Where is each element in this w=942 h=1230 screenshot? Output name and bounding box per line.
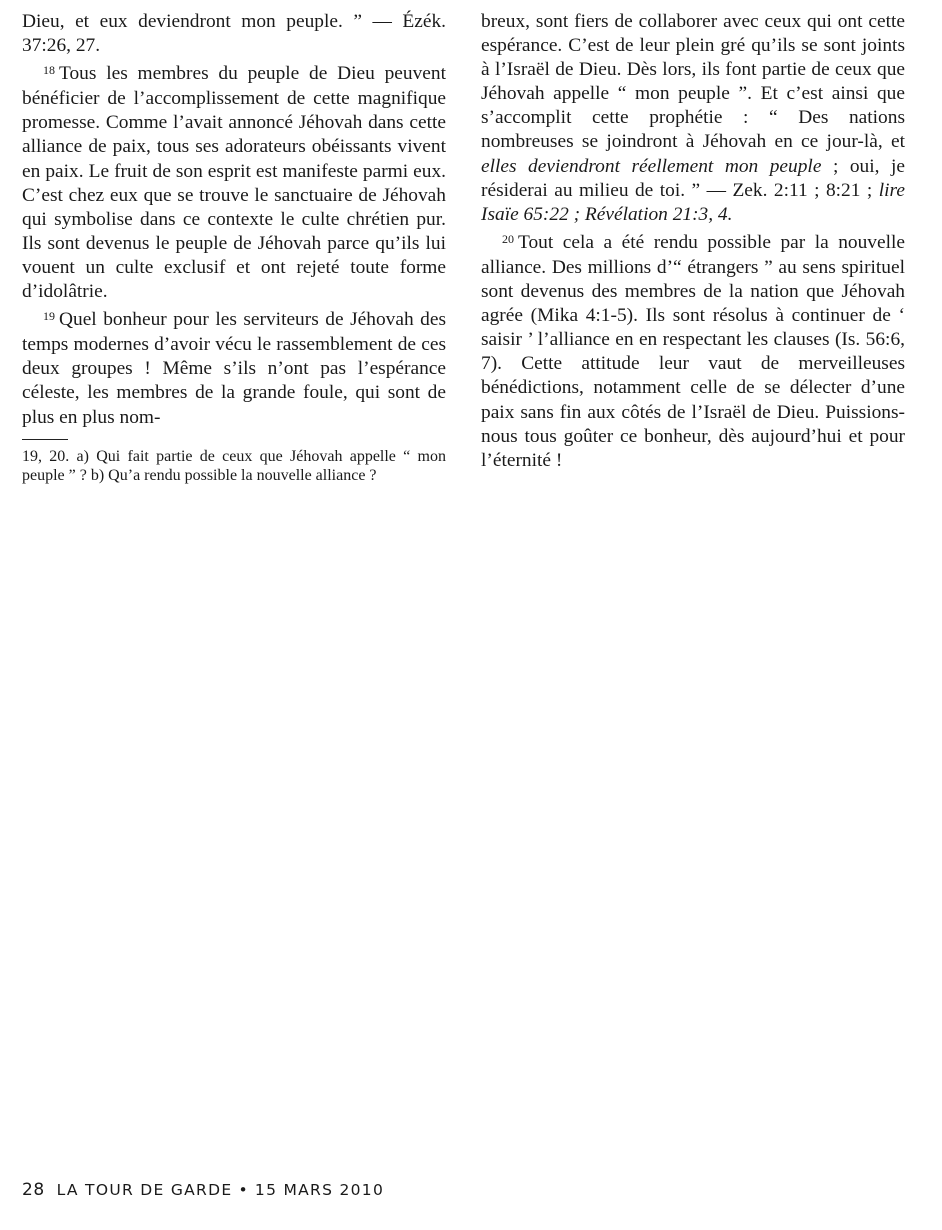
footnote-divider — [22, 439, 68, 440]
study-question: 19, 20. a) Qui fait partie de ceux que Jéhovah appelle “ mon peuple ” ? b) Qu’a rendu possible la nouvelle alliance ? — [22, 447, 446, 485]
paragraph-text: ; oui, je résiderai au milieu de toi. ” — Zek. 2:11 ; 8:21 ; — [481, 155, 905, 201]
paragraph-text: breux, sont fiers de collaborer avec ceux qui ont cette espérance. C’est de leur plein gré qu’ils se sont joints à l’Israël de Dieu. Dès lors, ils font partie de ceux que Jéhovah appelle “ mon peuple ”. Et c’est ainsi que s’accomplit cette prophétie : “ Des nations nombreuses se joindront à Jéhovah en ce jour-là, et — [481, 11, 905, 153]
paragraph-number: 19 — [43, 309, 55, 324]
paragraph-text: Quel bonheur pour les serviteurs de Jéhovah des temps modernes d’avoir vécu le rassemblement de ces deux groupes ! Même s’ils n’ont pas l’espérance céleste, les membres de la grande foule, qui sont de plus en plus nom- — [22, 309, 446, 428]
page-footer — [22, 1180, 384, 1200]
separator: • — [238, 1181, 249, 1199]
italic-quote: elles deviendront réellement mon peuple — [481, 155, 822, 177]
paragraph-text: Tout cela a été rendu possible par la nouvelle alliance. Des millions d’“ étrangers ” au sens spirituel sont devenus des membres de la nation que Jéhovah agrée (Mika 4:1-5). Ils sont résolus à continuer de ‘ saisir ’ l’alliance en en respectant les clauses (Is. 56:6, 7). Cette attitude leur vaut de merveilleuses bénédictions, notamment celle de se délecter d’une paix sans fin aux côtés de l’Israël de Dieu. Puissions-nous tous goûter ce bonheur, dès aujourd’hui et pour l’éternité ! — [481, 231, 905, 471]
page-number: 28 — [22, 1180, 45, 1200]
paragraph-20 — [481, 231, 905, 473]
paragraph-18 — [22, 62, 446, 304]
paragraph-19-continued — [481, 10, 905, 227]
left-column — [22, 10, 446, 486]
italic-references: lire Isaïe 65:22 ; Révélation 21:3, 4. — [481, 179, 905, 225]
publication-title: LA TOUR DE GARDE — [56, 1181, 233, 1199]
paragraph-19 — [22, 308, 446, 429]
paragraph-number: 18 — [43, 63, 55, 78]
issue-date: 15 MARS 2010 — [254, 1181, 385, 1199]
paragraph-number: 20 — [502, 231, 514, 246]
paragraph-text: Tous les membres du peuple de Dieu peuvent bénéficier de l’accomplissement de cette magnifique promesse. Comme l’avait annoncé Jéhovah dans cette alliance de paix, tous ses adorateurs obéissants vivent en paix. Le fruit de son esprit est manifeste parmi eux. C’est chez eux que se trouve le sanctuaire de Jéhovah qui symbolise dans ce contexte le culte chrétien pur. Ils sont devenus le peuple de Jéhovah parce qu’ils lui vouent un culte exclusif et ont rejeté toute forme d’idolâtrie. — [22, 63, 446, 303]
right-column — [481, 10, 905, 473]
carry-over-text: Dieu, et eux deviendront mon peuple. ” — Ézék. 37:26, 27. — [22, 11, 446, 57]
